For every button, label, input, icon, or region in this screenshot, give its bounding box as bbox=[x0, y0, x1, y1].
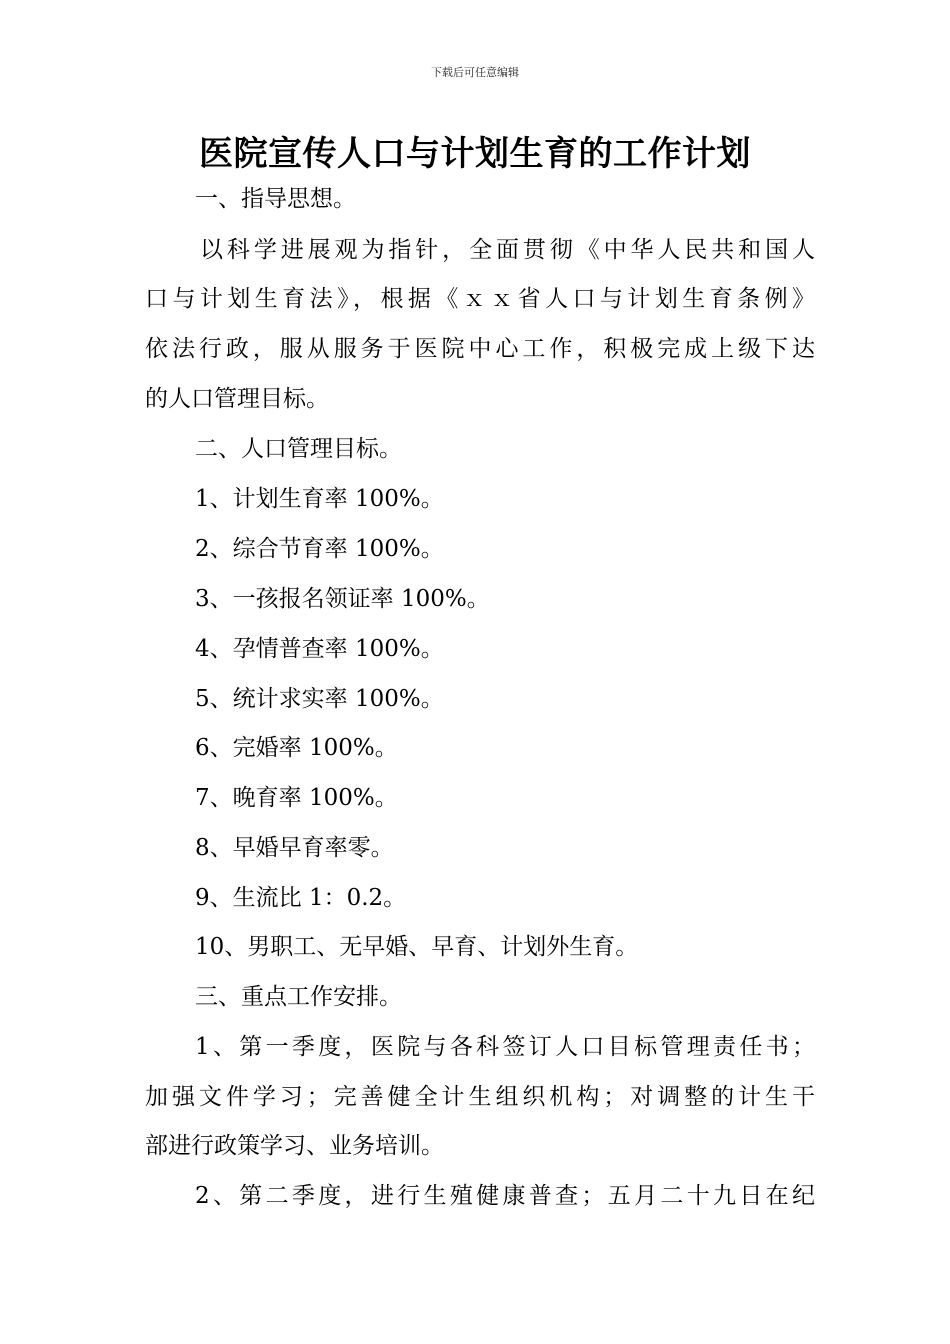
list-item: 4、孕情普查率 100%。 bbox=[195, 636, 444, 662]
section-heading-3: 三、重点工作安排。 bbox=[195, 984, 402, 1010]
section-heading-1: 一、指导思想。 bbox=[195, 186, 356, 212]
list-item: 2、综合节育率 100%。 bbox=[195, 536, 444, 562]
document-title: 医院宣传人口与计划生育的工作计划 bbox=[199, 134, 751, 174]
paragraph-line: 以科学进展观为指针，全面贯彻《中华人民共和国人 bbox=[200, 237, 815, 263]
list-item: 8、早婚早育率零。 bbox=[195, 835, 394, 861]
paragraph-line: 口与计划生育法》，根据《ｘｘ省人口与计划生育条例》 bbox=[145, 286, 815, 312]
page-header: 下载后可任意编辑 bbox=[431, 66, 519, 79]
paragraph-line: 1、第一季度，医院与各科签订人口目标管理责任书； bbox=[195, 1034, 815, 1060]
paragraph-line: 部进行政策学习、业务培训。 bbox=[145, 1133, 444, 1159]
list-item: 6、完婚率 100%。 bbox=[195, 735, 398, 761]
list-item: 9、生流比 1：0.2。 bbox=[195, 885, 407, 911]
paragraph-line: 加强文件学习；完善健全计生组织机构；对调整的计生干 bbox=[145, 1084, 815, 1110]
paragraph-line: 的人口管理目标。 bbox=[145, 386, 329, 412]
paragraph-line: 依法行政，服从服务于医院中心工作，积极完成上级下达 bbox=[145, 336, 815, 362]
list-item: 1、计划生育率 100%。 bbox=[195, 486, 444, 512]
list-item: 10、男职工、无早婚、早育、计划外生育。 bbox=[195, 934, 639, 960]
list-item: 3、一孩报名领证率 100%。 bbox=[195, 586, 490, 612]
section-heading-2: 二、人口管理目标。 bbox=[195, 436, 402, 462]
list-item: 7、晚育率 100%。 bbox=[195, 785, 398, 811]
list-item: 5、统计求实率 100%。 bbox=[195, 686, 444, 712]
paragraph-line: 2、第二季度，进行生殖健康普查；五月二十九日在纪 bbox=[195, 1183, 815, 1209]
